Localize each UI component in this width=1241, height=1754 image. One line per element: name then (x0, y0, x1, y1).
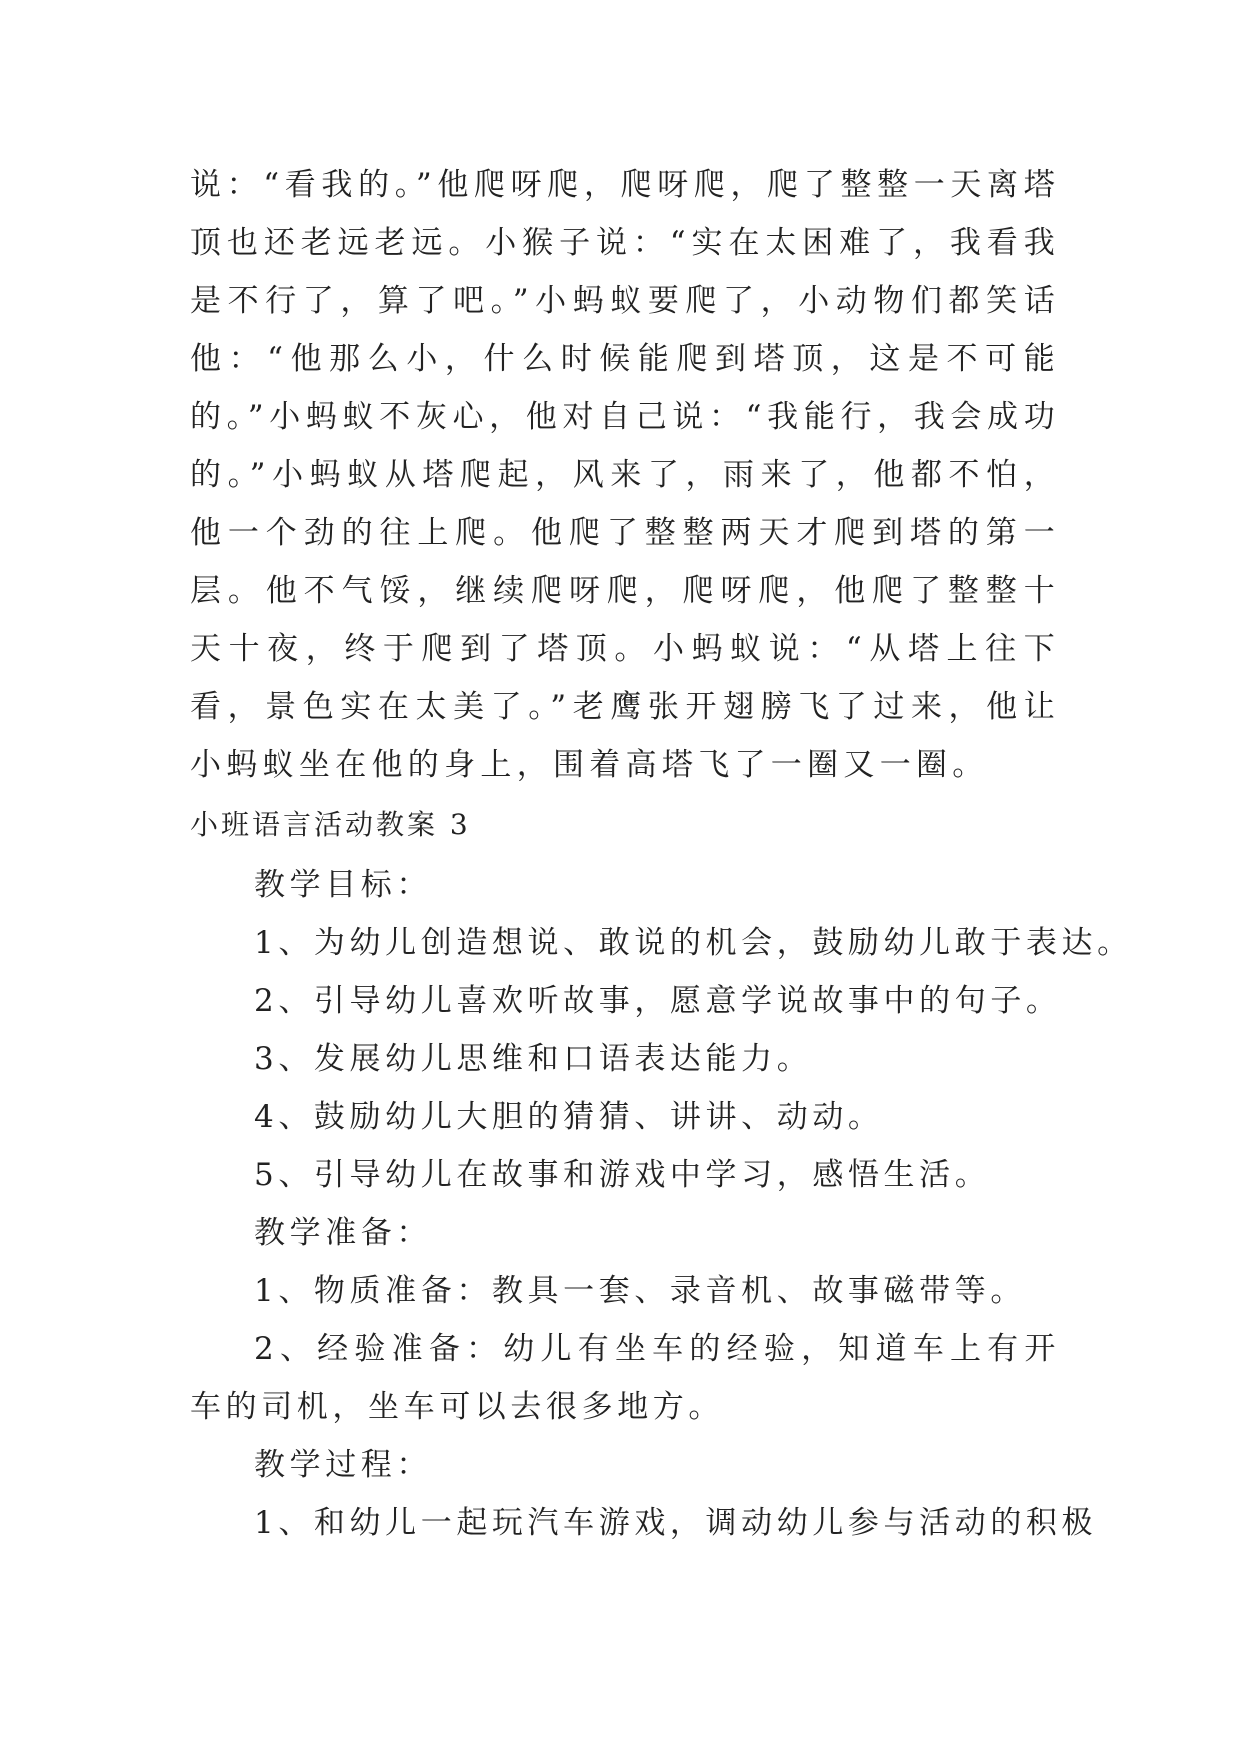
section-title: 小班语言活动教案 3 (190, 808, 471, 841)
process-item-1: 1、和幼儿一起玩汽车游戏，调动幼儿参与活动的积极 (254, 1505, 1098, 1541)
prep-heading: 教学准备： (254, 1215, 432, 1251)
lesson-body (190, 856, 1133, 1552)
goal-item-3: 3、发展幼儿思维和口语表达能力。 (254, 1041, 813, 1077)
goal-item-5: 5、引导幼儿在故事和游戏中学习，感悟生活。 (254, 1157, 991, 1193)
process-heading: 教学过程： (254, 1447, 432, 1483)
prep-item-2: 2、经验准备：幼儿有坐车的经验，知道车上有开车的司机，坐车可以去很多地方。 (190, 1331, 1060, 1425)
prep-item-1: 1、物质准备：教具一套、录音机、故事磁带等。 (254, 1273, 1026, 1309)
goal-item-1: 1、为幼儿创造想说、敢说的机会，鼓励幼儿敢于表达。 (254, 925, 1133, 961)
goals-heading: 教学目标： (254, 867, 432, 903)
goal-item-4: 4、鼓励幼儿大胆的猜猜、讲讲、动动。 (254, 1099, 884, 1135)
story-paragraph: 说：“看我的。”他爬呀爬，爬呀爬，爬了整整一天离塔顶也还老远老远。小猴子说：“实在太困难了，我看我是不行了，算了吧。”小蚂蚁要爬了，小动物们都笑话他：“他那么小，什么时候能爬到塔顶，这是不可能的。”小蚂蚁不灰心，他对自己说：“我能行，我会成功的。”小蚂蚁从塔爬起，风来了，雨来了，他都不怕，他一个劲的往上爬。他爬了整整两天才爬到塔的第一层。他不气馁，继续爬呀爬，爬呀爬，他爬了整整十天十夜，终于爬到了塔顶。小蚂蚁说：“从塔上往下看，景色实在太美了。”老鹰张开翅膀飞了过来，他让小蚂蚁坐在他的身上，围着高塔飞了一圈又一圈。 (190, 167, 1060, 783)
goal-item-2: 2、引导幼儿喜欢听故事，愿意学说故事中的句子。 (254, 983, 1062, 1019)
